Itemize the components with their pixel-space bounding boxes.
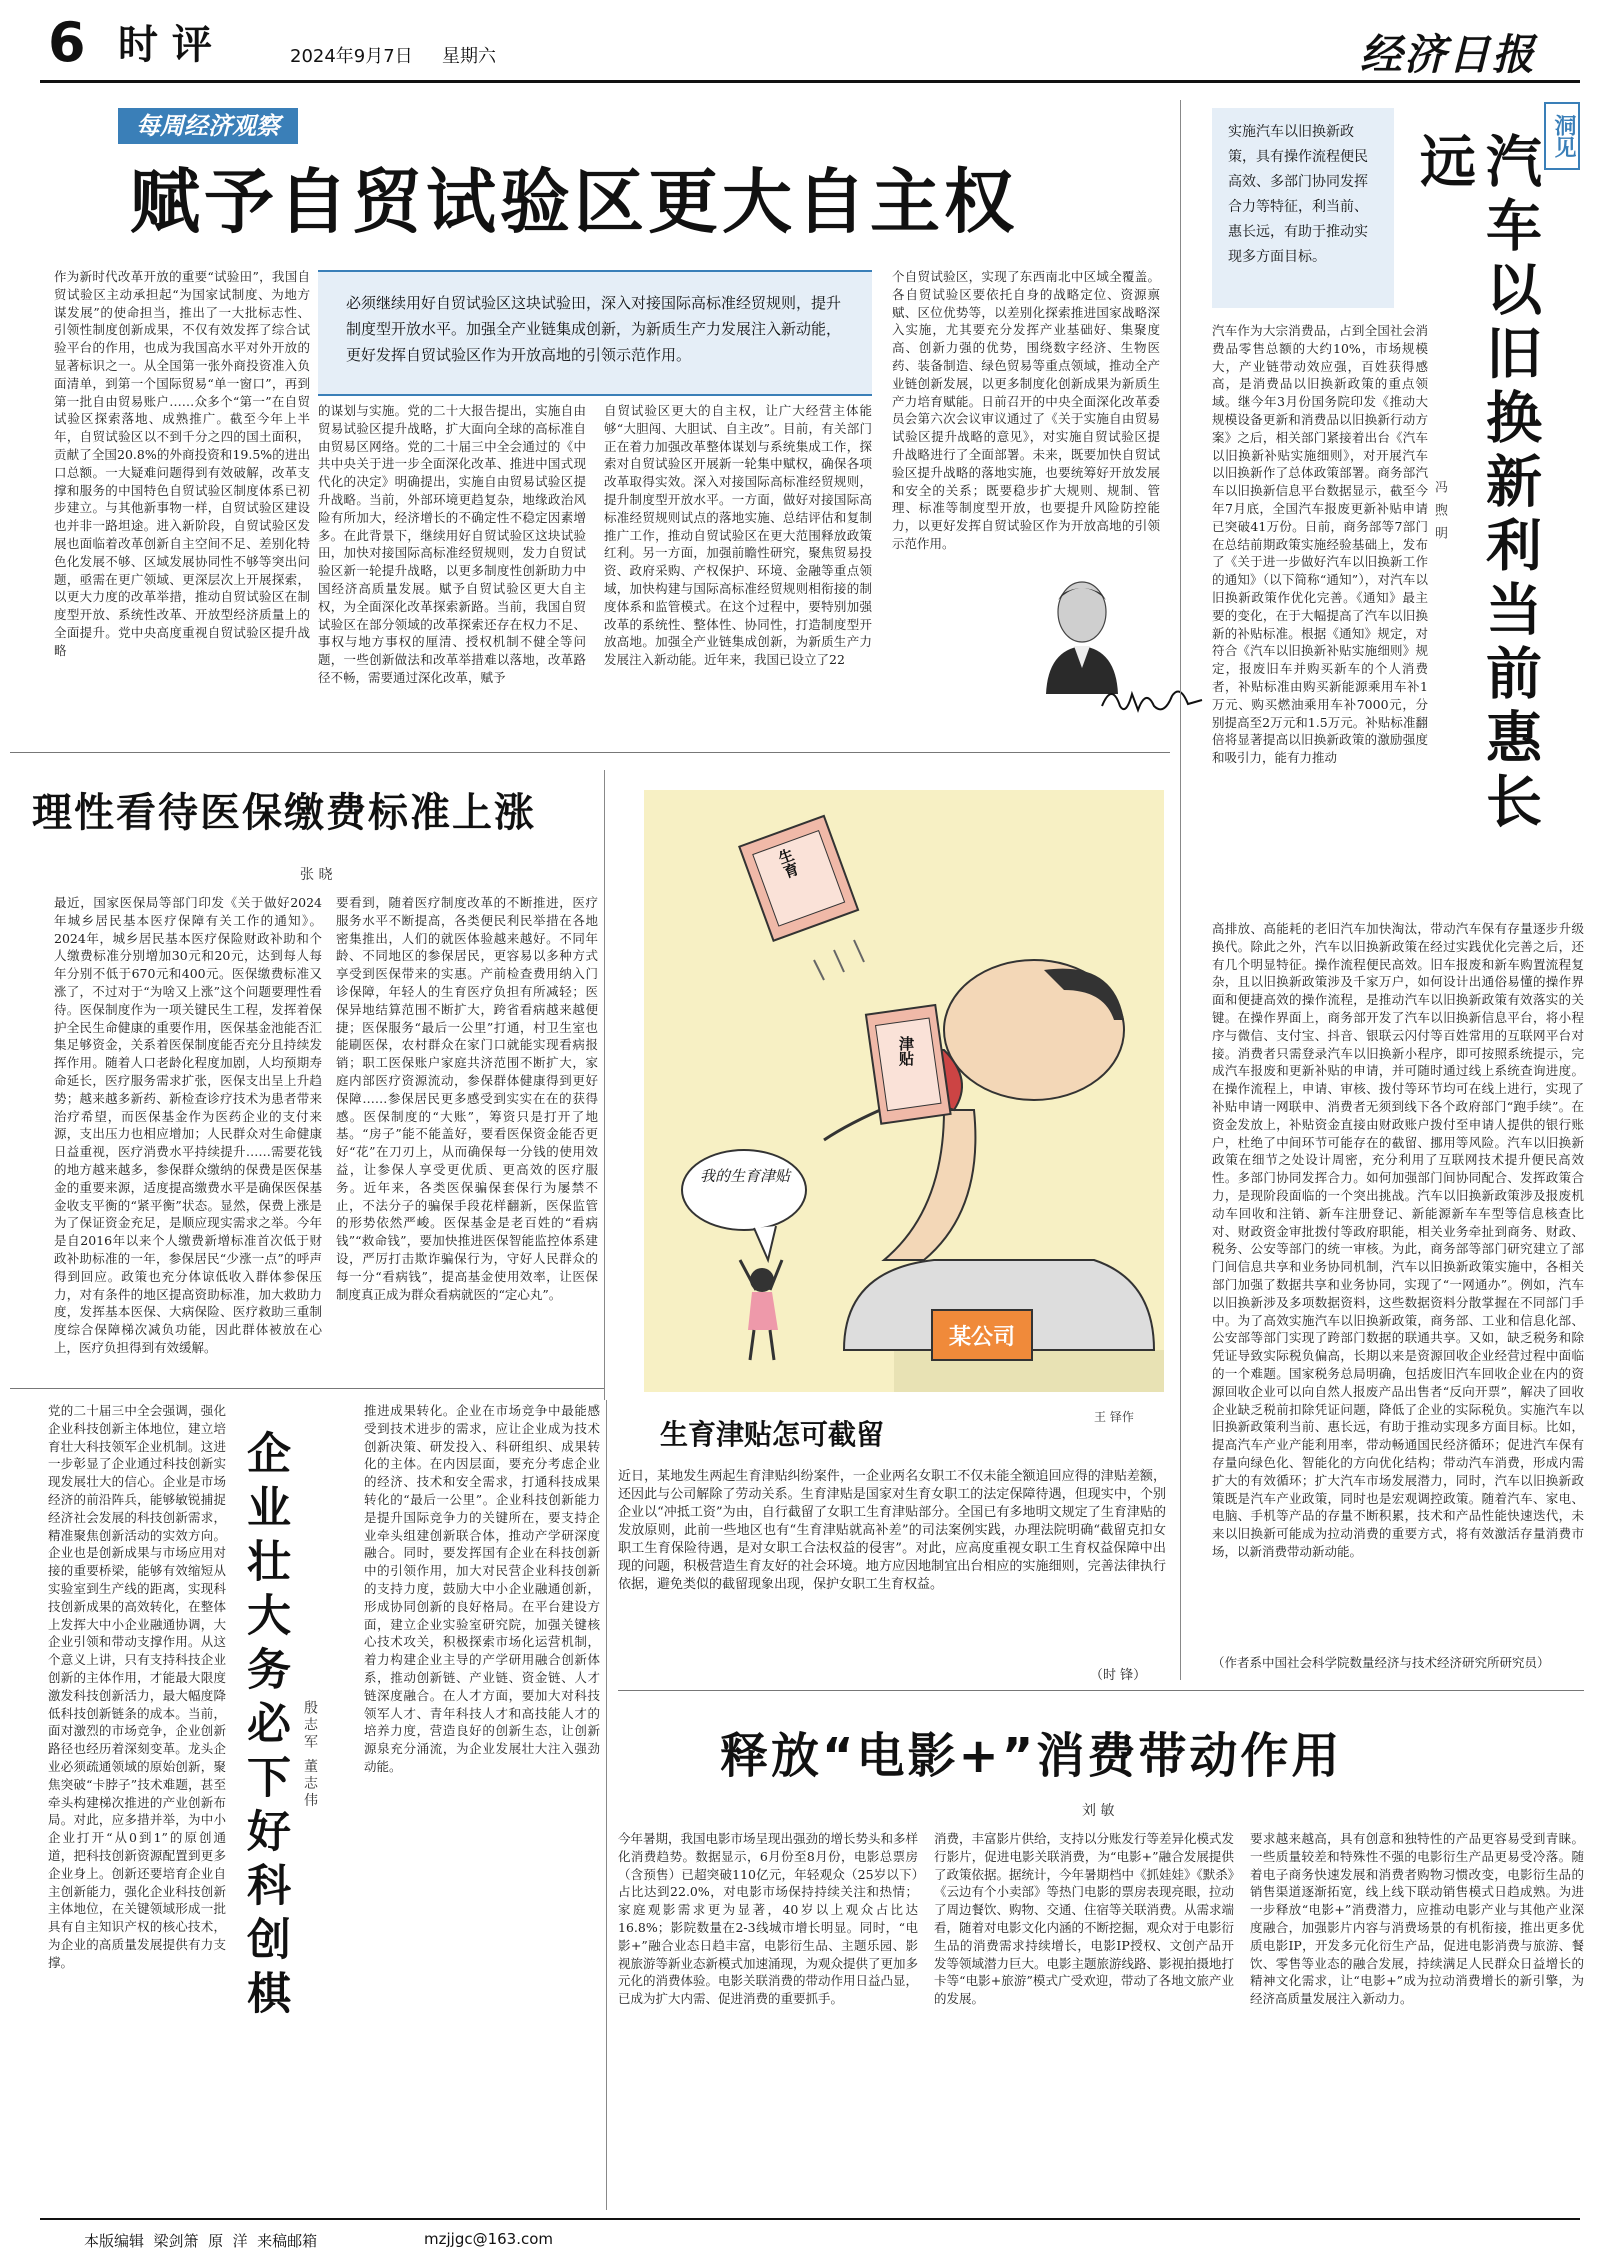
footer-rule [40, 2218, 1580, 2220]
sidebar-title: 汽车以旧换新利当前惠长远 [1411, 132, 1542, 836]
sidebar-author: 冯 煦 明 [1432, 480, 1447, 543]
footer-editors: 本版编辑 梁剑箫 原 洋 来稿邮箱 [84, 2232, 318, 2250]
issue-weekday: 星期六 [442, 46, 496, 67]
article1-kicker: 每周经济观察 [118, 108, 298, 144]
cartoon-caption-body: 近日，某地发生两起生育津贴纠纷案件，一企业两名女职工不仅未能全额追回应得的津贴差额，还因此与公司解除了劳动关系。生育津贴是国家对生育女职工的法定保障待遇，但现实中，个别企业以“冲抵工资”为由，自行截留了女职工生育津贴部分。全国已有多地明文规定了生育津贴的发放原则，此前一些地区也有“生育津贴就高补差”的司法案例实践，办理法院明确“截留克扣女职工生育保险待遇，是对女职工合法权益的侵害”。对此，应高度重视女职工生育权益保障中出现的问题，积极营造生育友好的社会环境。地方应因地制宜出台相应的实施细则，完善法律执行依据，避免类似的截留现象出现，保护女职工生育权益。 [618, 1469, 1166, 1592]
author-signature [1098, 676, 1208, 722]
banknote-label-1: 生育 [774, 845, 802, 881]
article4-title: 释放“电影+”消费带动作用 [720, 1728, 1343, 1784]
masthead-rule [40, 80, 1580, 83]
banknote-label-2: 津贴 [897, 1036, 915, 1066]
cartoon-caption-title: 生育津贴怎可截留 [660, 1418, 885, 1451]
article1-bottom-rule [10, 752, 1170, 753]
sidebar-callout [1212, 108, 1394, 308]
article1-col2: 的谋划与实施。党的二十大报告提出，实施自由贸易试验区提升战略，扩大面向全球的高标准自由贸易区网络。党的二十届三中全会通过的《中共中央关于进一步全面深化改革、推进中国式现代化的决定》明确提出，实施自由贸易试验区提升战略。当前，外部环境更趋复杂，地缘政治风险有所加大，经济增长的不确定性不稳定因素增多。在此背景下，继续用好自贸试验区这块试验田，加快对接国际高标准经贸规则，发力自贸试验区新一轮提升战略，以更多制度性创新助力中国经济高质量发展。赋予自贸试验区更大自主权，为全面深化改革探索新路。当前，我国自贸试验区在部分领域的改革探索还存在权力不足、事权与地方事权的厘清、授权机制不健全等问题，一些创新做法和改革举措难以落地，改革路径不畅，需要通过深化改革，赋予 [318, 403, 586, 685]
article4-col3: 要求越来越高，具有创意和独特性的产品更容易受到青睐。一些质量较差和特殊性不强的电影衍生产品更易受冷落。随着电子商务快速发展和消费者购物习惯改变，电影衍生品的销售渠道逐渐拓宽，线上线下联动销售模式日趋成熟。为进一步释放“电影+”消费潜力，应推动电影产业与其他产业深度融合，加强影片内容与消费场景的有机衔接，推出更多优质电影IP，开发多元化衍生产品，促进电影消费与旅游、餐饮、零售等业态的融合发展，持续满足人民群众日益增长的精神文化需求，让“电影+”成为拉动消费增长的新引擎，为经济高质量发展注入新动力。 [1250, 1831, 1584, 2007]
cartoon-caption-author: （时 锋） [1090, 1668, 1147, 1683]
masthead [0, 0, 1600, 80]
sidebar-body2: 高排放、高能耗的老旧汽车加快淘汰，带动汽车保有存量逐步升级换代。除此之外，汽车以旧换新政策在经过实践优化完善之后，还有几个明显特征。操作流程便民高效。旧车报废和新车购置流程复杂，且以旧换新政策涉及千家万户，如何设计出通俗易懂的操作界面和便捷高效的操作流程，是推动汽车以旧换新政策有效落实的关键。在操作界面上，商务部开发了汽车以旧换新信息平台，将小程序与微信、支付宝、抖音、银联云闪付等百姓常用的互联网平台对接。消费者只需登录汽车以旧换新小程序，即可按照系统提示，完成汽车报废和更新补贴的申请，并可随时通过线上系统查询进度。在操作流程上，申请、审核、拨付等环节均可在线上进行，实现了补贴申请一网联申、消费者无须到线下各个政府部门“跑手续”。在资金发放上，补贴资金直接由财政账户拨付至申请人提供的银行账户，杜绝了中间环节可能存在的截留、挪用等风险。汽车以旧换新政策在细节之处设计周密，充分利用了互联网技术提升便民高效性。多部门协同发挥合力。如何加强部门间协同配合、发挥政策合力，是现阶段面临的一个突出挑战。汽车以旧换新政策涉及报废机动车回收和注销、新车注册登记、新能源新车车型等信息核查比对、财政资金审批拨付等政府职能，相关业务牵扯到商务、财政、税务、公安等部门的统一审核。为此，商务部等部门研究建立了部门间信息共享和业务协同机制，汽车以旧换新政策实施中，各相关部门加强了数据共享和业务协同，实现了“一网通办”。例如，汽车以旧换新涉及多项数据资料，这些数据资料分散掌握在不同部门手中。为了高效实施汽车以旧换新政策，商务部、工业和信息化部、公安部等部门实现了跨部门数据的联通共享。又如，缺乏税务和除凭证导致实际税负偏高，长期以来是资源回收企业经营过程中面临的一个难题。国家税务总局明确，包括废旧汽车回收企业在内的资源回收企业可以向自然人报废产品出售者“反向开票”，解决了回收企业缺乏税前扣除凭证问题，降低了企业的实际税负。实施汽车以旧换新政策利当前、惠长远，有助于推动实现多方面目标。比如，提高汽车产业产能利用率，带动畅通国民经济循环；促进汽车保有存量向绿色化、智能化的方向优化结构；带动汽车消费，形成内需扩大的有效循环；扩大汽车市场发展潜力，同时，汽车以旧换新政策既是汽车产业政策，同时也是宏观调控政策。随着汽车、家电、电脑、手机等产品的存量不断积累，技术和产品性能快速迭代，未来以旧换新可能成为拉动消费的重要方式，将有效激活存量消费市场，以新消费带动新动能。 [1212, 921, 1584, 1559]
cartoon-artist: 王 铎作 [1094, 1410, 1134, 1424]
article2-divider [604, 770, 605, 1400]
section-name: 时 评 [118, 22, 212, 68]
article2-bottom-rule [10, 1388, 604, 1389]
article2-title: 理性看待医保缴费标准上涨 [32, 790, 536, 836]
sidebar-body1: 汽车作为大宗消费品，占到全国社会消费品零售总额的大约10%，市场规模大，产业链带动效应强，百姓获得感高，是消费品以旧换新政策的重点领域。继今年3月份国务院印发《推动大规模设备更新和消费品以旧换新行动方案》之后，相关部门紧接着出台《汽车以旧换新补贴实施细则》，对开展汽车以旧换新作了总体政策部署。商务部汽车以旧换新信息平台数据显示，截至今年7月底，全国汽车报废更新补贴申请已突破41万份。日前，商务部等7部门在总结前期政策实施经验基础上，发布了《关于进一步做好汽车以旧换新工作的通知》（以下简称“通知”），对汽车以旧换新政策作优化完善。《通知》最主要的变化，在于大幅提高了汽车以旧换新的补贴标准。根据《通知》规定，对符合《汽车以旧换新补贴实施细则》规定，报废旧车并购买新车的个人消费者，补贴标准由购买新能源乘用车补1万元、购买燃油乘用车补7000元，分别提高至2万元和1.5万元。补贴标准翻倍将显著提高以旧换新政策的激励强度和吸引力，能有力推动 [1212, 323, 1428, 766]
article1-callout-text: 必须继续用好自贸试验区这块试验田，深入对接国际高标准经贸规则，提升制度型开放水平。加强全产业链集成创新，为新质生产力发展注入新动能，更好发挥自贸试验区作为开放高地的引领示范作用。 [346, 294, 842, 364]
sidebar-tag: 洞见 [1544, 102, 1580, 170]
page-number: 6 [48, 11, 86, 74]
article4-author: 刘 敏 [1082, 1803, 1115, 1819]
article3-col2: 推进成果转化。企业在市场竞争中最能感受到技术进步的需求，应让企业成为技术创新决策、研发投入、科研组织、成果转化的主体。在内因层面，要充分考虑企业的经济、技术和安全需求，打通科技成果转化的“最后一公里”。企业科技创新能力是提升国际竞争力的关键所在，要支持企业牵头组建创新联合体，推动产学研深度融合。同时，要发挥国有企业在科技创新中的引领作用，加大对民营企业科技创新的支持力度，鼓励大中小企业融通创新，形成协同创新的良好格局。在平台建设方面，建立企业实验室研究院，加强关键核心技术攻关，积极探索市场化运营机制，着力构建企业主导的产学研用融合创新体系，推动创新链、产业链、资金链、人才链深度融合。在人才方面，要加大对科技领军人才、青年科技人才和高技能人才的培养力度，营造良好的创新生态，让创新源泉充分涌流，为企业发展壮大注入强劲动能。 [364, 1403, 600, 1774]
article3-divider [606, 1400, 607, 2210]
article2-col2: 要看到，随着医疗制度改革的不断推进，医疗服务水平不断提高，各类便民利民举措在各地密集推出，人们的就医体验越来越好。不同年龄、不同地区的参保居民，更容易以多种方式享受到医保带来的实惠。产前检查费用纳入门诊保障，年轻人的生育医疗负担有所减轻；医保异地结算范围不断扩大，跨省看病越来越便捷；医保服务“最后一公里”打通，村卫生室也能刷医保，农村群众在家门口就能实现看病报销；职工医保账户家庭共济范围不断扩大，家庭内部医疗资源流动，参保群体健康得到更好保障……参保居民更多感受到实实在在的获得感。医保制度的“大账”，筹资只是打开了地基。“房子”能不能盖好，要看医保资金能否更好“花”在刀刃上，从而确保每一分钱的使用效益，让参保人享受更优质、更高效的医疗服务。近年来，各类医保骗保套保行为屡禁不止，不法分子的骗保手段花样翻新，医保监管的形势依然严峻。医保基金是老百姓的“看病钱”“救命钱”，要加快推进医保智能监控体系建设，严厉打击欺诈骗保行为，守好人民群众的每一分“看病钱”，提高基金使用效率，让医保制度真正成为群众看病就医的“定心丸”。 [336, 895, 598, 1302]
article1-col1: 作为新时代改革开放的重要“试验田”，我国自贸试验区主动承担起“为国家试制度、为地方谋发展”的使命担当，推出了一大批标志性、引领性制度创新成果，不仅有效发挥了综合试验平台的作用，也成为我国高水平对外开放的显著标识之一。从全国第一张外商投资准入负面清单，到第一个国际贸易“单一窗口”，再到第一批自由贸易账户……众多个“第一”在自贸试验区探索落地、成熟推广。截至今年上半年，自贸试验区以不到千分之四的国土面积，贡献了全国20.8%的外商投资和19.5%的进出口总额。一大疑难问题得到有效破解，改革支撑和服务的中国特色自贸试验区制度体系已初步建立。与其他新事物一样，自贸试验区建设也并非一路坦途。进入新阶段，自贸试验区发展也面临着改革创新自主空间不足、差别化特色化发展不够、区域发展协同性不够等突出问题，亟需在更广领域、更深层次上开展探索，以更大力度的改革举措，推动自贸试验区在制度型开放、系统性改革、开放型经济质量上的全面提升。党中央高度重视自贸试验区提升战略 [54, 269, 310, 658]
article4-top-rule [618, 1690, 1584, 1691]
article2-author: 张 晓 [300, 867, 333, 883]
article1-col3: 自贸试验区更大的自主权，让广大经营主体能够“大胆闯、大胆试、自主改”。目前，有关部门正在着力加强改革整体谋划与系统集成工作，探索对自贸试验区开展新一轮集中赋权，确保各项改革取得实效。深入对接国际高标准经贸规则，提升制度型开放水平。一方面，做好对接国际高标准经贸规则试点的落地实施、总结评估和复制推广工作，推动自贸试验区在更大范围释放政策红利。另一方面，加强前瞻性研究，聚焦贸易投资、政府采购、产权保护、环境、金融等重点领域，加快构建与国际高标准经贸规则相衔接的制度体系和监管模式。在这个过程中，要特别加强改革的系统性、整体性、协同性，打造制度型开放高地。加强全产业链集成创新，为新质生产力发展注入新动能。近年来，我国已设立了22 [604, 403, 872, 668]
article1-title: 赋予自贸试验区更大自主权 [130, 161, 1018, 243]
cartoon-illustration [644, 790, 1164, 1392]
article4-col2: 消费，丰富影片供给，支持以分账发行等差异化模式发行影片，促进电影关联消费，为“电影+”融合发展提供了政策依据。据统计，今年暑期档中《抓娃娃》《默杀》《云边有个小卖部》等热门电影的票房表现亮眼，拉动了周边餐饮、购物、交通、住宿等关联消费。从需求端看，随着对电影文化内涵的不断挖掘，观众对于电影衍生品的消费需求持续增长，电影IP授权、文创产品开发等领域潜力巨大。电影主题旅游线路、影视拍摄地打卡等“电影+旅游”模式广受欢迎，带动了各地文旅产业的发展。 [934, 1831, 1234, 2007]
article4-col1: 今年暑期，我国电影市场呈现出强劲的增长势头和多样化消费趋势。数据显示，6月份至8月份，电影总票房（含预售）已超突破110亿元，年轻观众（25岁以下）占比达到22.0%，对电影市场保持持续关注和热情；家庭观影需求更为显著，40岁以上观众占比达16.8%；影院数量在2-3线城市增长明显。同时，“电影+”融合业态日趋丰富，电影衍生品、主题乐园、影视旅游等新业态新模式加速涌现，为观众提供了更加多元化的消费体验。电影关联消费的带动作用日益凸显，已成为扩大内需、促进消费的重要抓手。 [618, 1831, 918, 2007]
sidebar-affiliation: （作者系中国社会科学院数量经济与技术经济研究所研究员） [1212, 1655, 1550, 1670]
article3-col1: 党的二十届三中全会强调，强化企业科技创新主体地位，建立培育壮大科技领军企业机制。这进一步彰显了企业通过科技创新实现发展壮大的信心。企业是市场经济的前沿阵兵，能够敏锐捕捉经济社会发展的科技创新需求，精准聚焦创新活动的实效方向。企业也是创新成果与市场应用对接的重要桥梁，能够有效缩短从实验室到生产线的距离，实现科技创新成果的高效转化，在整体上发挥大中小企业融通协调，大企业引领和带动支撑作用。从这个意义上讲，只有支持科技企业创新的主体作用，才能最大限度激发科技创新活力，最大幅度降低科技创新链条的成本。当前，面对激烈的市场竞争，企业创新路径也经历着深刻变革。龙头企业必须疏通领域的原始创新，聚焦突破“卡脖子”技术难题，甚至牵头构建梯次推进的产业创新布局。对此，应多措并举，为中小企业打开“从0到1”的原创通道，把科技创新资源配置到更多企业身上。创新还要培育企业自主创新能力，强化企业科技创新主体地位，在关键领域形成一批具有自主知识产权的核心技术，为企业的高质量发展提供有力支撑。 [48, 1403, 226, 1970]
company-sign-text: 某公司 [948, 1325, 1015, 1350]
issue-date: 2024年9月7日 [290, 46, 413, 67]
paper-logo: 经济日报 [1360, 30, 1537, 79]
speech-bubble-text: 我的生育津贴 [700, 1167, 791, 1185]
article1-col4: 个自贸试验区，实现了东西南北中区域全覆盖。各自贸试验区要依托自身的战略定位、资源禀赋、区位优势等，以差别化探索推进国家战略深入实施，尤其要充分发挥产业基础好、集聚度高、创新力强的优势，围绕数字经济、生物医药、装备制造、绿色贸易等重点领域，推动全产业链创新发展，以更多制度化创新成果为新质生产力培育赋能。日前召开的中央全面深化改革委员会第六次会议审议通过了《关于实施自由贸易试验区提升战略的意见》，对实施自贸试验区提升战略进行了全面部署。未来，既要加快自贸试验区提升战略的落地实施，也要统筹好开放发展和安全的关系；既要稳步扩大规则、规制、管理、标准等制度型开放，也要提升风险防控能力，以更好发挥自贸试验区作为开放高地的引领示范作用。 [892, 269, 1160, 551]
sidebar-divider [1180, 100, 1181, 1680]
footer-email[interactable]: mzjjgc@163.com [424, 2230, 554, 2248]
article2-col1: 最近，国家医保局等部门印发《关于做好2024年城乡居民基本医疗保障有关工作的通知》。2024年，城乡居民基本医疗保险财政补助和个人缴费标准分别增加30元和20元，达到每人每年分别不低于670元和400元。医保缴费标准又涨了，不过对于“为啥又上涨”这个问题要理性看待。医保制度作为一项关键民生工程，发挥着保护全民生命健康的重要作用，医保基金池能否汇集足够资金，关系着医保制度能否充分且持续发挥作用。随着人口老龄化程度加剧，人均预期寿命延长，医疗服务需求扩张，医保支出呈上升趋势；越来越多新药、新检查诊疗技术为患者带来治疗希望，而医保基金作为医药企业的支付来源，支出压力也相应增加；人民群众对生命健康日益重视，医疗消费水平持续提升……需要花钱的地方越来越多，参保群众缴纳的保费是医保基金的重要来源，适度提高缴费水平是确保医保基金收支平衡的“紧平衡”状态。显然，保费上涨是为了保证资金充足，是顺应现实需求之举。今年是自2016年以来个人缴费新增标准首次低于财政补助标准的一年，参保居民“少涨一点”的呼声得到回应。政策也充分体谅低收入群体参保压力，对有条件的地区提高资助标准，加大救助力度，发挥基本医保、大病保险、医疗救助三重制度综合保障梯次减负功能，因此群体被放在心上，医疗负担得到有效缓解。 [54, 895, 322, 1355]
sidebar-callout-text: 实施汽车以旧换新政策，具有操作流程便民高效、多部门协同发挥合力等特征，利当前、惠长远，有助于推动实现多方面目标。 [1228, 124, 1368, 265]
article3-author: 殷志军 董志伟 [302, 1700, 318, 1810]
article1-callout [318, 270, 872, 396]
article3-title: 企业壮大务必下好科创棋 [239, 1430, 290, 2024]
